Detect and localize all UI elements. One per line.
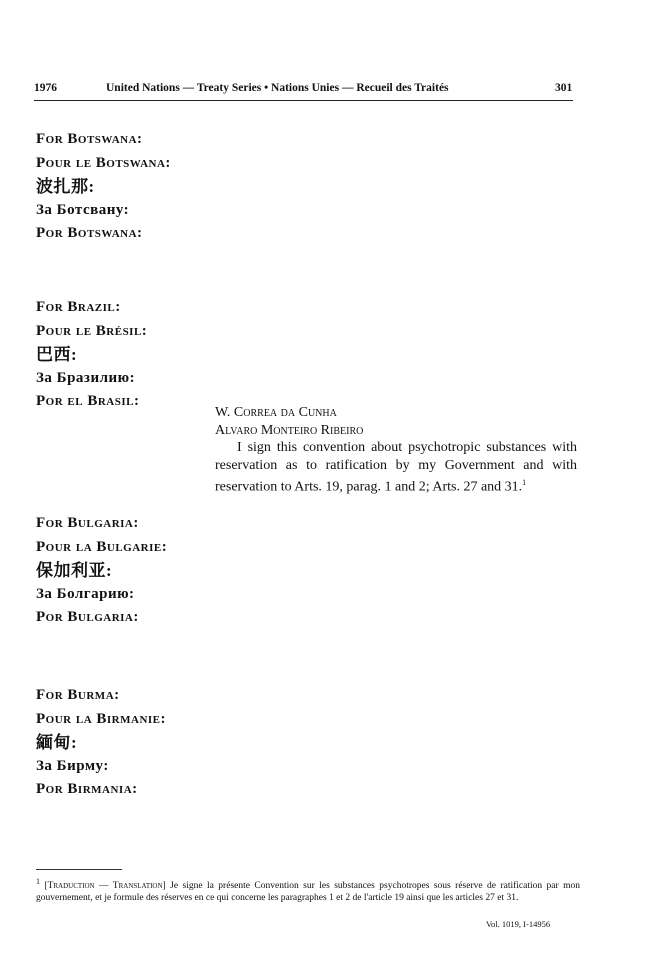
- signatory-name: W. Correa da Cunha: [215, 405, 337, 420]
- signature-block-brazil: [36, 296, 147, 414]
- reservation-statement: I sign this convention about psychotropic substances with reservation as to ratification by my Government and with reservation to Arts. 19, parag. 1 and 2; Arts. 27 and 31.$^1$: [215, 440, 577, 495]
- country-label-en: For Burma:: [36, 687, 120, 703]
- country-label-es: Por Botswana:: [36, 225, 143, 241]
- translation-label: [Traduction — Translation]: [44, 881, 166, 892]
- country-label-en: For Bulgaria:: [36, 515, 139, 531]
- volume-reference: Vol. 1019, I-14956: [486, 919, 551, 929]
- country-label-ru: За Бирму:: [36, 757, 109, 774]
- footnote-rule: [36, 869, 122, 870]
- country-label-es: Por Bulgaria:: [36, 609, 139, 625]
- country-label-ru: За Ботсвану:: [36, 201, 130, 218]
- country-label-es: Por el Brasil:: [36, 393, 140, 409]
- country-label-zh: 保加利亚:: [36, 561, 113, 580]
- country-label-es: Por Birmania:: [36, 781, 138, 797]
- signatory-name: Alvaro Monteiro Ribeiro: [215, 422, 364, 438]
- header-rule: [34, 100, 573, 101]
- header-series: United Nations — Treaty Series • Nations Unies — Recueil des Traités: [106, 82, 449, 94]
- footnote-text: Je signe la présente Convention sur les substances psychotropes sous réserve de ratification par mon gouvernement, et je formule des réserves en ce qui concerne les paragraphes 1 et 2 de l'article 19 ainsi que les articles 27 et 31.: [36, 881, 581, 903]
- running-header: [34, 82, 573, 102]
- signature-block-burma: [36, 684, 166, 802]
- country-label-fr: Pour la Bulgarie:: [36, 538, 168, 555]
- header-year: 1976: [34, 82, 57, 94]
- country-label-ru: За Бразилию:: [36, 369, 136, 386]
- signature-block-botswana: [36, 128, 171, 246]
- country-label-en: For Botswana:: [36, 131, 143, 147]
- country-label-fr: Pour le Botswana:: [36, 154, 171, 171]
- country-label-fr: Pour le Brésil:: [36, 322, 148, 339]
- brazil-signatories: [215, 404, 577, 496]
- country-label-zh: 巴西:: [36, 345, 78, 364]
- country-label-zh: 波扎那:: [36, 177, 95, 196]
- header-page-number: 301: [555, 82, 573, 94]
- signature-block-bulgaria: [36, 512, 167, 630]
- country-label-zh: 緬甸:: [36, 733, 78, 752]
- country-label-en: For Brazil:: [36, 299, 121, 315]
- footnote: [36, 876, 580, 904]
- footnote-marker: 1: [522, 478, 527, 487]
- footnote-number: 1: [36, 877, 40, 886]
- country-label-ru: За Болгарию:: [36, 585, 135, 602]
- country-label-fr: Pour la Birmanie:: [36, 710, 166, 727]
